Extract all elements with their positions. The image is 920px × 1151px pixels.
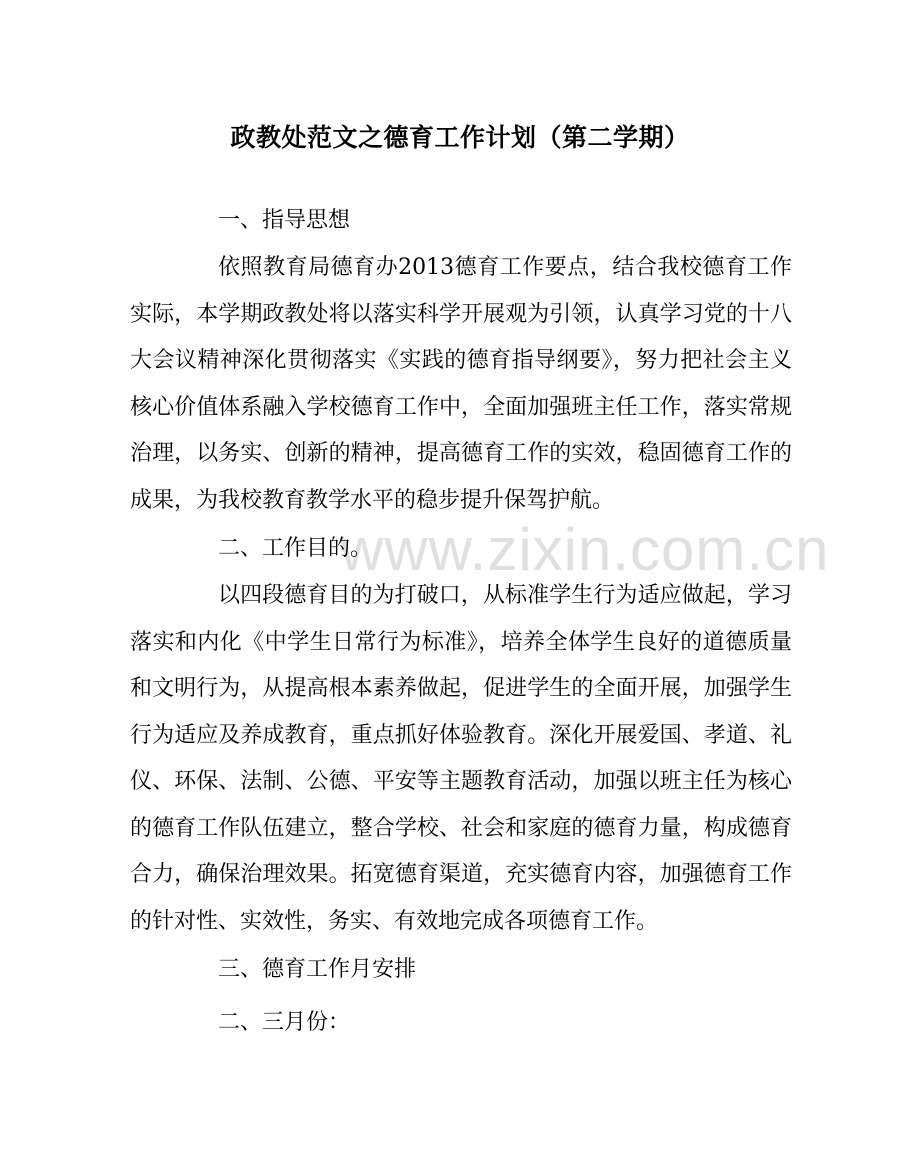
heading-text: 一、指导思想: [218, 208, 351, 233]
section-heading-monthly-plan: [130, 947, 792, 994]
document-title: 政教处范文之德育工作计划（第二学期）: [230, 123, 690, 152]
section-heading-guiding-thought: [130, 198, 792, 245]
section-heading-work-goal: [130, 526, 792, 573]
section-heading-feb-march: [130, 1000, 792, 1047]
paragraph-text: 依照教育局德育办2013德育工作要点，结合我校德育工作实际，本学期政教处将以落实科学开展观为引领，认真学习党的十八大会议精神深化贯彻落实《实践的德育指导纲要》，努力把社会主义核心价值体系融入学校德育工作中，全面加强班主任工作，落实常规治理，以务实、创新的精神，提高德育工作的实效，稳固德育工作的成果，为我校教育教学水平的稳步提升保驾护航。: [130, 255, 792, 513]
heading-text: 二、工作目的。: [218, 536, 373, 561]
paragraph-text: 以四段德育目的为打破口，从标准学生行为适应做起，学习落实和内化《中学生日常行为标准》，培养全体学生良好的道德质量和文明行为，从提高根本素养做起，促进学生的全面开展，加强学生行为适应及养成教育，重点抓好体验教育。深化开展爱国、孝道、礼仪、环保、法制、公德、平安等主题教育活动，加强以班主任为核心的德育工作队伍建立，整合学校、社会和家庭的德育力量，构成德育合力，确保治理效果。拓宽德育渠道，充实德育内容，加强德育工作的针对性、实效性，务实、有效地完成各项德育工作。: [130, 583, 792, 934]
watermark: www.zixin.com.cn: [340, 516, 830, 583]
paragraph-guiding-thought: [130, 245, 792, 524]
heading-text: 三、德育工作月安排: [218, 957, 417, 982]
heading-text: 二、三月份：: [218, 1010, 351, 1035]
paragraph-work-goal: [130, 573, 792, 945]
